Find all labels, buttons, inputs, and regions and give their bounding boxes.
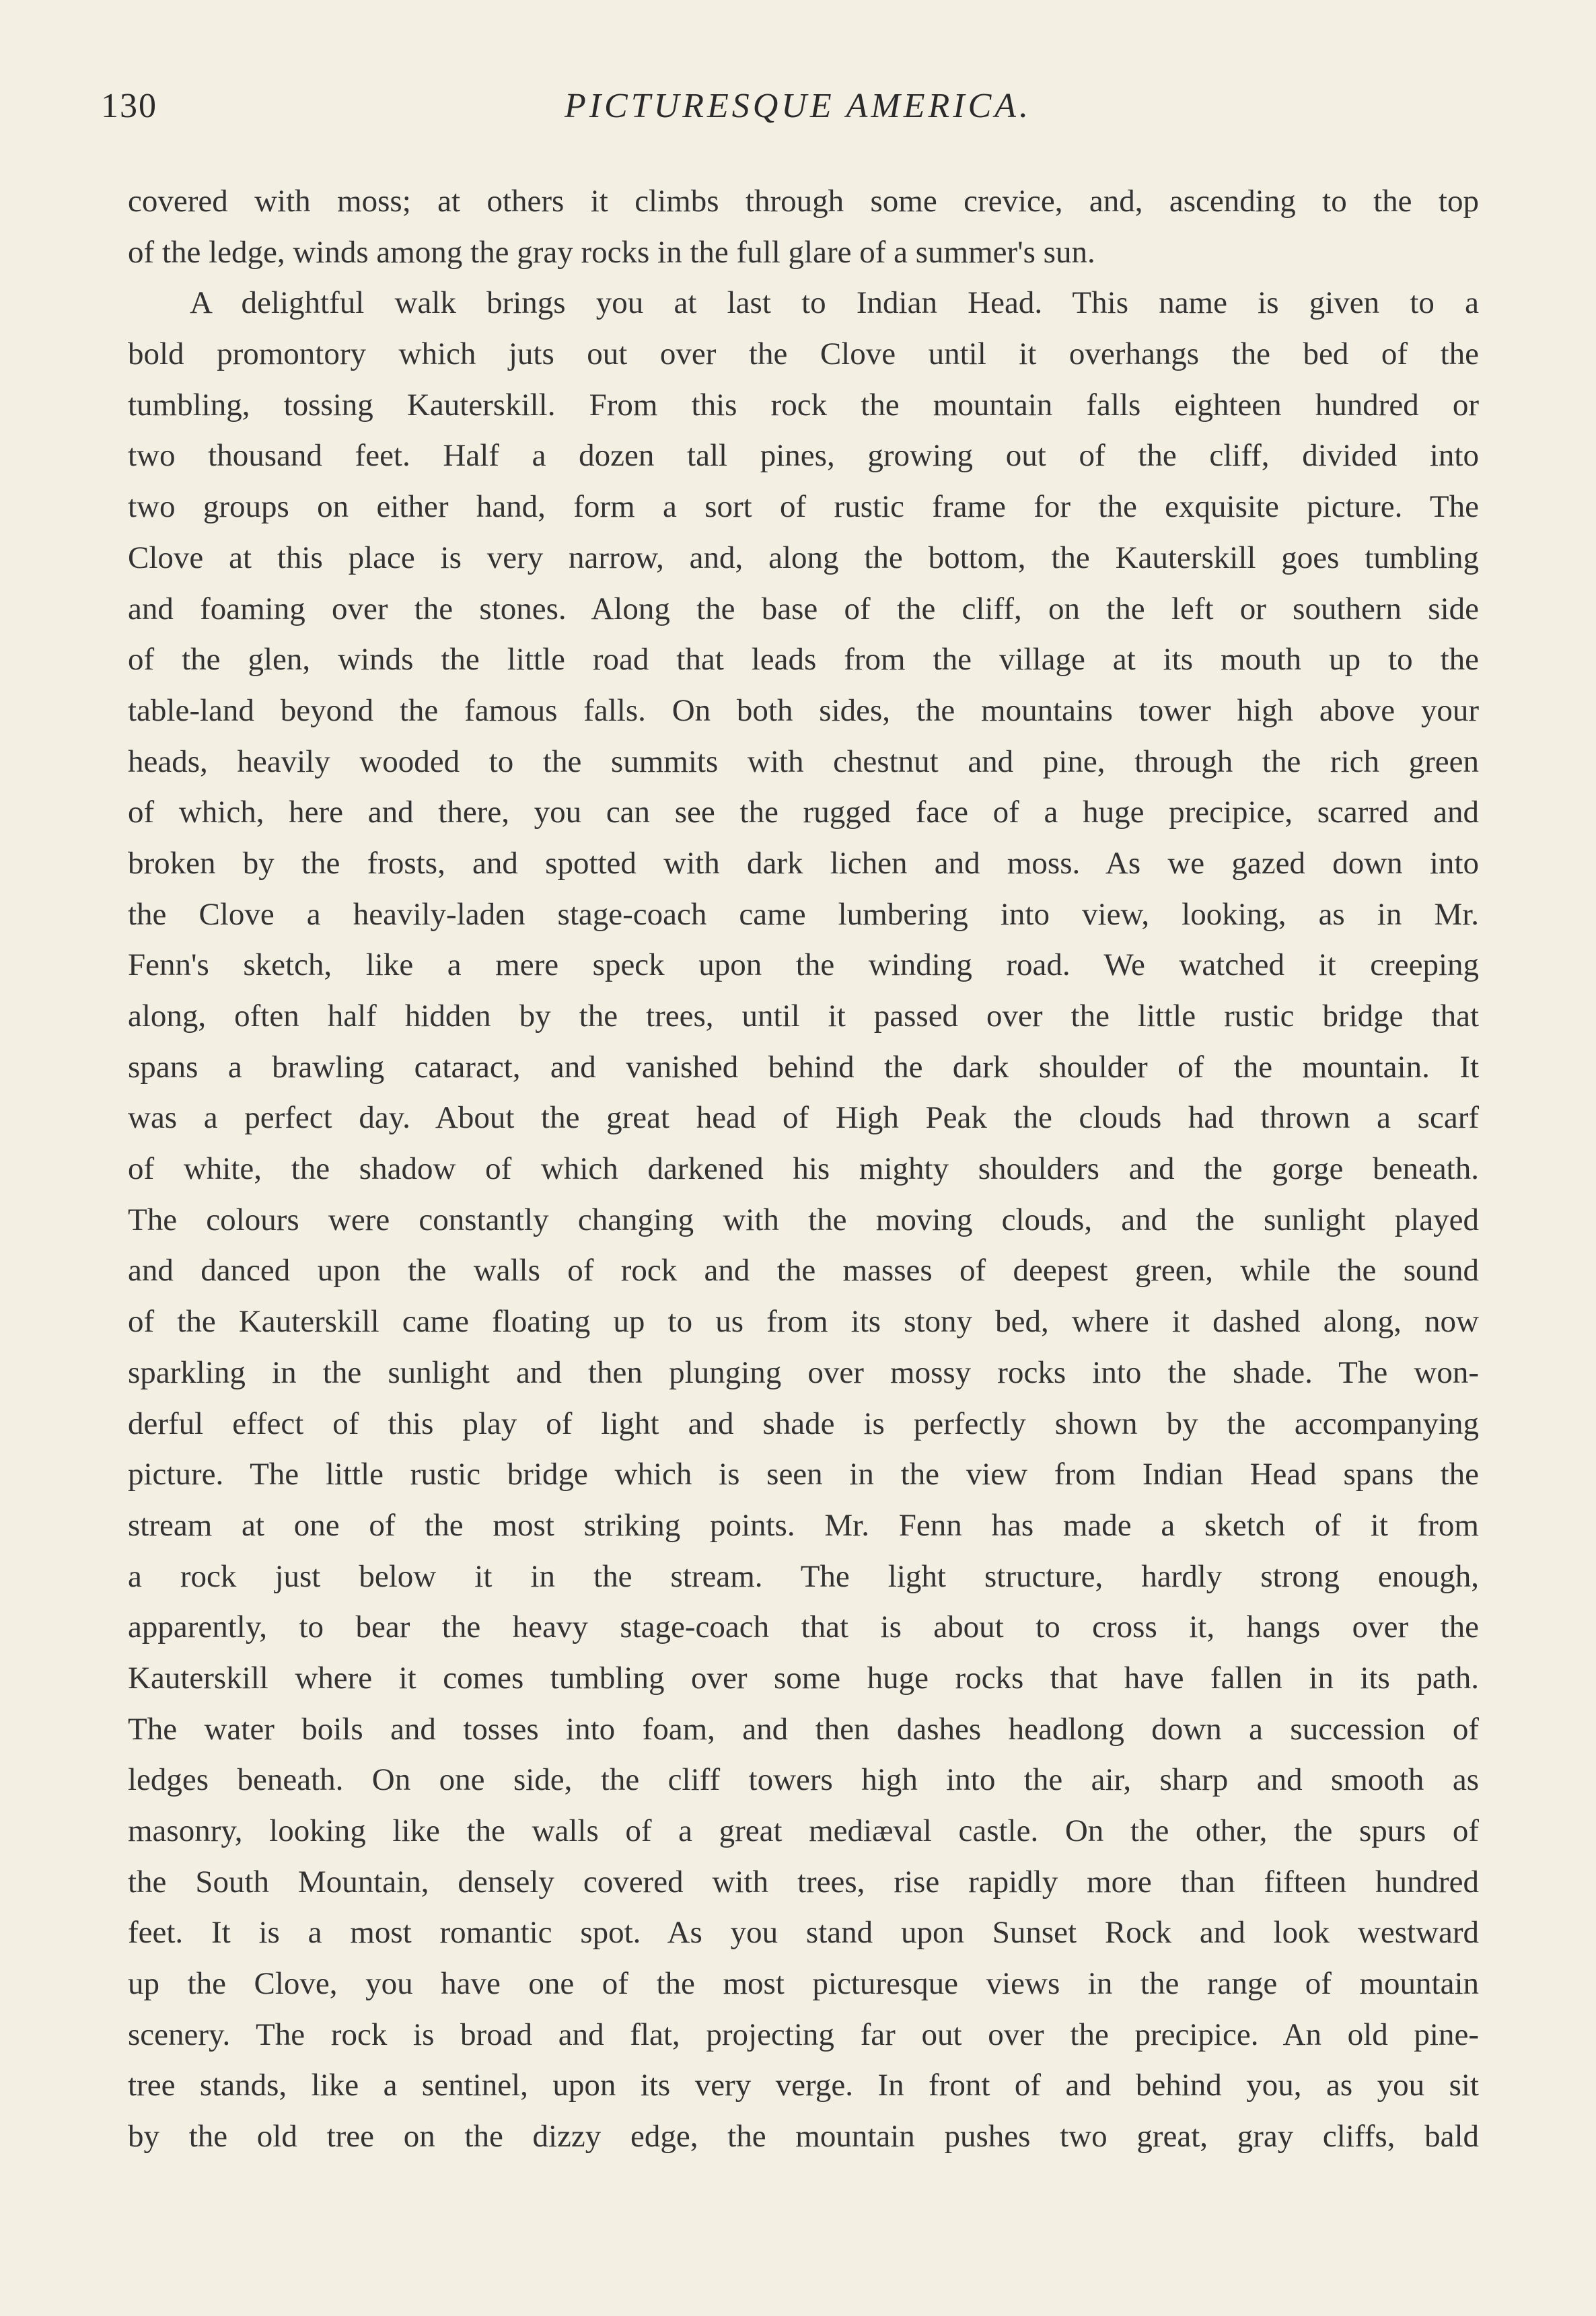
text-line: derful effect of this play of light and shade is perfectly shown by the accompanying (128, 1406, 1479, 1441)
text-line: Kauterskill where it comes tumbling over some huge rocks that have fallen in its path. (128, 1660, 1479, 1696)
text-line: of the Kauterskill came floating up to us from its stony bed, where it dashed along, now (128, 1304, 1479, 1340)
text-line: Clove at this place is very narrow, and, along the bottom, the Kauterskill goes tumbling (128, 540, 1479, 575)
text-line: tree stands, like a sentinel, upon its very verge. In front of and behind you, as you sit (128, 2068, 1479, 2103)
text-line: of the glen, winds the little road that leads from the village at its mouth up to the (128, 642, 1479, 678)
text-line: Fenn's sketch, like a mere speck upon the winding road. We watched it creeping (128, 947, 1479, 983)
text-line: picture. The little rustic bridge which is seen in the view from Indian Head spans the (128, 1457, 1479, 1492)
text-line: apparently, to bear the heavy stage-coach that is about to cross it, hangs over the (128, 1609, 1479, 1645)
text-line: tumbling, tossing Kauterskill. From this rock the mountain falls eighteen hundred or (128, 387, 1479, 423)
text-line: stream at one of the most striking points. Mr. Fenn has made a sketch of it from (128, 1507, 1479, 1543)
page-number: 130 (101, 87, 157, 125)
text-line: heads, heavily wooded to the summits with chestnut and pine, through the rich green (128, 744, 1479, 779)
text-line: ledges beneath. On one side, the cliff towers high into the air, sharp and smooth as (128, 1762, 1479, 1798)
text-line: feet. It is a most romantic spot. As you stand upon Sunset Rock and look westward (128, 1915, 1479, 1951)
text-line: the South Mountain, densely covered with trees, rise rapidly more than fifteen hundred (128, 1864, 1479, 1899)
text-line: by the old tree on the dizzy edge, the mountain pushes two great, gray cliffs, bald (128, 2119, 1479, 2155)
text-line: two thousand feet. Half a dozen tall pines, growing out of the cliff, divided into (128, 438, 1479, 474)
text-line: bold promontory which juts out over the Clove until it overhangs the bed of the (128, 336, 1479, 372)
text-line: up the Clove, you have one of the most picturesque views in the range of mountain (128, 1966, 1479, 2002)
text-line: of which, here and there, you can see the rugged face of a huge precipice, scarred and (128, 795, 1479, 830)
text-line: table-land beyond the famous falls. On both sides, the mountains tower high above your (128, 692, 1479, 728)
text-line: was a perfect day. About the great head of High Peak the clouds had thrown a scarf (128, 1100, 1479, 1136)
text-line: two groups on either hand, form a sort of rustic frame for the exquisite picture. The (128, 489, 1479, 525)
body-text (128, 176, 1479, 2163)
text-line: broken by the frosts, and spotted with dark lichen and moss. As we gazed down into (128, 845, 1479, 881)
text-line: sparkling in the sunlight and then plunging over mossy rocks into the shade. The won- (128, 1354, 1479, 1390)
text-line: spans a brawling cataract, and vanished behind the dark shoulder of the mountain. It (128, 1049, 1479, 1085)
text-line: scenery. The rock is broad and flat, projecting far out over the precipice. An old pine- (128, 2017, 1479, 2052)
text-line: covered with moss; at others it climbs through some crevice, and, ascending to the top (128, 184, 1479, 219)
text-line: of the ledge, winds among the gray rocks in the full glare of a summer's sun. (128, 234, 1095, 270)
text-line: and danced upon the walls of rock and the masses of deepest green, while the sound (128, 1253, 1479, 1289)
text-line: A delightful walk brings you at last to Indian Head. This name is given to a (190, 285, 1479, 321)
text-line: the Clove a heavily-laden stage-coach came lumbering into view, looking, as in Mr. (128, 896, 1479, 932)
text-line: of white, the shadow of which darkened his mighty shoulders and the gorge beneath. (128, 1151, 1479, 1187)
text-line: and foaming over the stones. Along the base of the cliff, on the left or southern side (128, 591, 1479, 626)
text-line: masonry, looking like the walls of a great mediæval castle. On the other, the spurs of (128, 1813, 1479, 1848)
text-line: The colours were constantly changing with the moving clouds, and the sunlight played (128, 1202, 1479, 1237)
text-line: The water boils and tosses into foam, and then dashes headlong down a succession of (128, 1711, 1479, 1747)
text-line: along, often half hidden by the trees, until it passed over the little rustic bridge that (128, 999, 1479, 1034)
running-title: PICTURESQUE AMERICA. (564, 87, 1032, 125)
text-line: a rock just below it in the stream. The light structure, hardly strong enough, (128, 1558, 1479, 1594)
